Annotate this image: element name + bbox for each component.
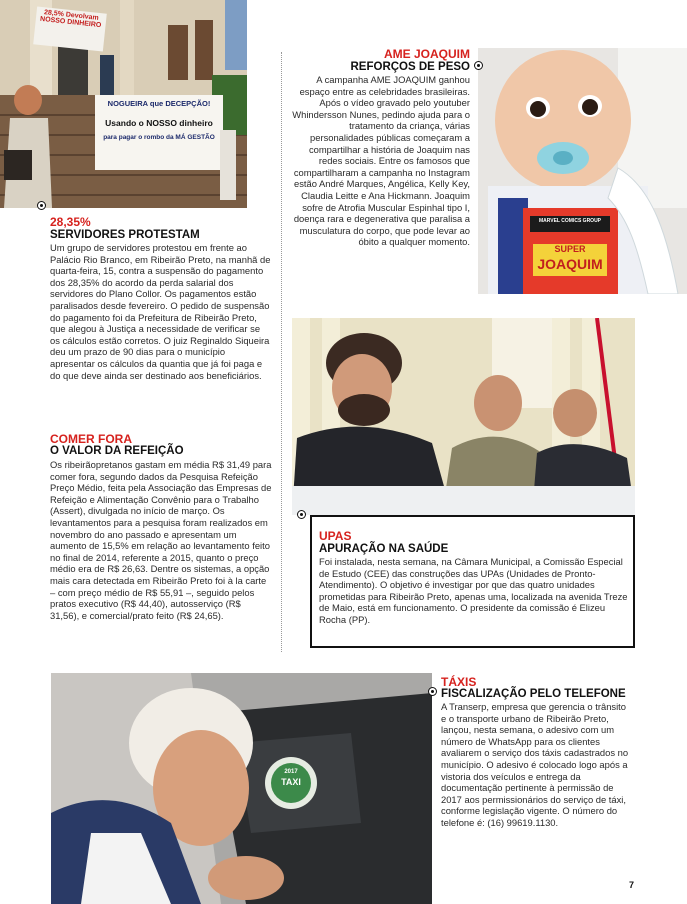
protest-photo [0, 0, 247, 208]
taxi-sticker-word: TAXI [281, 777, 301, 787]
taxi-sticker-year: 2017 [284, 769, 298, 775]
upas-headline: APURAÇÃO NA SAÚDE [319, 543, 449, 555]
protest-banner-line-1: NOGUEIRA que DECEPÇÃO! [107, 99, 211, 108]
food-body: Os ribeirãopretanos gastam em média R$ 31,49 para comer fora, segundo dados da Pesquisa Refeição Preço Médio, feita pela Associação das Empresas de Refeição e Alimentação Convênio para o Trabalho (Assert), divulgada no início de março. Os levantamentos para a pesquisa foram realizados em novembro do ano passado e apresentam um aumento de 15,5% em relação ao levantamento feito no final de 2014, referente a 2015, quanto o preço médio era de R$ 26,63. Dentre os sistemas, a opção mais cara detectada em Ribeirão Preto foi à la carte – com preço médio de R$ 55,91 –, seguido pelos pratos executivo (R$ 44,40), autosserviço (R$ 31,56), e comercial/prato feito (R$ 24,65). [50, 459, 272, 621]
taxi-body: A Transerp, empresa que gerencia o trânsito e o transporte urbano de Ribeirão Preto, lançou, nesta semana, o adesivo com um número de WhatsApp para os clientes avaliarem o serviço dos táxis cadastrados no município. O adesivo é colocado logo após a vistoria dos veículos e entrega da documentação pertinente à permissão de 2017 aos permissionários do serviço de táxi, conforme legislação vigente. O número do telefone é: (16) 99619.1130. [441, 701, 629, 828]
upas-kicker: UPAS [319, 529, 352, 543]
baby-photo [478, 48, 687, 294]
joaquim-body: A campanha AME JOAQUIM ganhou espaço entre as celebridades brasileiras. Após o vídeo gravado pelo youtuber Whindersson Nunes, pedindo ajuda para o tratamento da criança, várias personalidades públicas começaram a compartilhar a história de Joaquim nas redes sociais. Entre os famosos que compartilharam a campanha no Instagram estão André Marques, Angélica, Kelly Key, Claudia Leitte e Ana Hickmann. Joaquim sofre de Atrofia Muscular Espinhal tipo I, doença rara e degenerativa que paralisa a musculatura do corpo, que pode levar ao óbito a qualquer momento. [292, 74, 470, 248]
protest-banner-line-2: Usando o NOSSO dinheiro [105, 118, 213, 128]
page-number: 7 [629, 880, 635, 890]
protest-sign-small: 28,5% Devolvam NOSSO DINHEIRO [39, 9, 102, 30]
column-divider [281, 52, 282, 652]
food-headline: O VALOR DA REFEIÇÃO [50, 445, 184, 457]
upas-marker-icon [297, 510, 306, 519]
food-kicker: COMER FORA [50, 432, 132, 446]
joaquim-kicker: AME JOAQUIM [383, 47, 470, 61]
taxi-headline: FISCALIZAÇÃO PELO TELEFONE [441, 688, 626, 700]
protest-banner-line-3: para pagar o rombo da MÁ GESTÃO [103, 134, 215, 141]
shirt-super: SUPER [554, 244, 586, 254]
taxi-marker-icon [428, 687, 437, 696]
joaquim-headline: REFORÇOS DE PESO [350, 61, 470, 73]
joaquim-marker-icon [474, 61, 483, 70]
shirt-name: JOAQUIM [537, 256, 603, 272]
protest-body: Um grupo de servidores protestou em frente ao Palácio Rio Branco, em Ribeirão Preto, na manhã de quarta-feira, 15, contra a suspensão do pagamento dos 28,35% do acordo da perda salarial dos servidores do Plano Collor. Os pagamentos estão paralisados desde fevereiro. O pedido de suspensão do pagamento foi da Prefeitura de Ribeirão Preto, que alegou à Justiça a necessidade de verificar se os cálculos estão corretos. O juiz Reginaldo Siqueira deu um prazo de 90 dias para o município apresentar os cálculos da quantia que já foi paga e do que deve ainda ser destinado aos beneficiários. [50, 242, 271, 381]
taxi-photo [51, 673, 432, 904]
taxi-kicker: TÁXIS [441, 675, 477, 689]
protest-headline: SERVIDORES PROTESTAM [50, 229, 200, 241]
commission-photo [292, 318, 635, 515]
shirt-brand: MARVEL COMICS GROUP [538, 218, 602, 224]
upas-body: Foi instalada, nesta semana, na Câmara Municipal, a Comissão Especial de Estudo (CEE) das construções das UPAs (Unidades de Pronto-Atendimento). O objetivo é investigar por que das quatro unidades prometidas para Ribeirão Preto, apenas uma, localizada na avenida Treze de Maio, está em funcionamento. O presidente da comissão é Elizeu Rocha (PP). [319, 556, 628, 625]
protest-kicker: 28,35% [50, 215, 91, 229]
protest-marker-icon [37, 201, 46, 210]
